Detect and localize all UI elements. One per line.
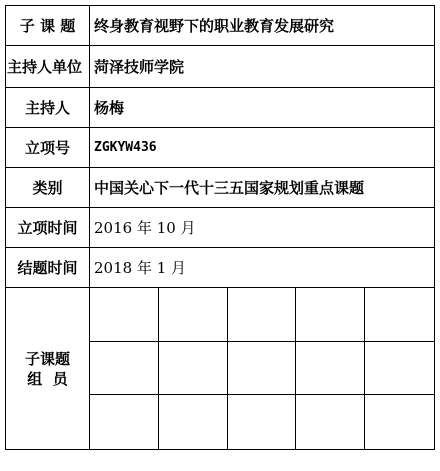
completion-date-value: 2018 年 1 月	[94, 259, 187, 277]
host-value: 杨梅	[94, 99, 125, 117]
row-completion-date	[6, 248, 434, 288]
row-members	[6, 288, 434, 449]
member-cell	[296, 395, 365, 449]
row-host	[6, 88, 434, 128]
project-number-label: 立项号	[6, 128, 90, 167]
members-label-line1: 子课题	[24, 349, 70, 368]
member-cell	[228, 342, 297, 396]
project-info-table	[5, 5, 435, 450]
member-cell	[296, 342, 365, 396]
member-cell	[90, 395, 159, 449]
subtopic-label: 子 课 题	[6, 6, 90, 45]
approval-date-label: 立项时间	[6, 208, 90, 247]
member-cell	[90, 342, 159, 396]
member-cell	[228, 288, 297, 342]
members-label-line2: 组 员	[27, 369, 68, 388]
member-cell	[159, 288, 228, 342]
subtopic-value: 终身教育视野下的职业教育发展研究	[94, 17, 335, 35]
completion-date-label: 结题时间	[6, 248, 90, 287]
member-cell	[228, 395, 297, 449]
row-project-number	[6, 128, 434, 168]
members-label	[6, 288, 90, 449]
approval-date-value: 2016 年 10 月	[94, 219, 196, 237]
category-label: 类别	[6, 168, 90, 207]
row-host-unit	[6, 46, 434, 88]
member-cell	[159, 395, 228, 449]
member-cell	[90, 288, 159, 342]
host-unit-label: 主持人单位	[6, 46, 90, 87]
member-cell	[365, 395, 434, 449]
member-cell	[296, 288, 365, 342]
member-cell	[365, 342, 434, 396]
row-category	[6, 168, 434, 208]
member-cell	[365, 288, 434, 342]
category-value: 中国关心下一代十三五国家规划重点课题	[94, 179, 365, 197]
member-cell	[159, 342, 228, 396]
host-label: 主持人	[6, 88, 90, 127]
row-subtopic	[6, 6, 434, 46]
members-grid	[90, 288, 434, 449]
host-unit-value: 菏泽技师学院	[94, 58, 185, 76]
project-number-value: ZGKYW436	[94, 140, 157, 155]
row-approval-date	[6, 208, 434, 248]
